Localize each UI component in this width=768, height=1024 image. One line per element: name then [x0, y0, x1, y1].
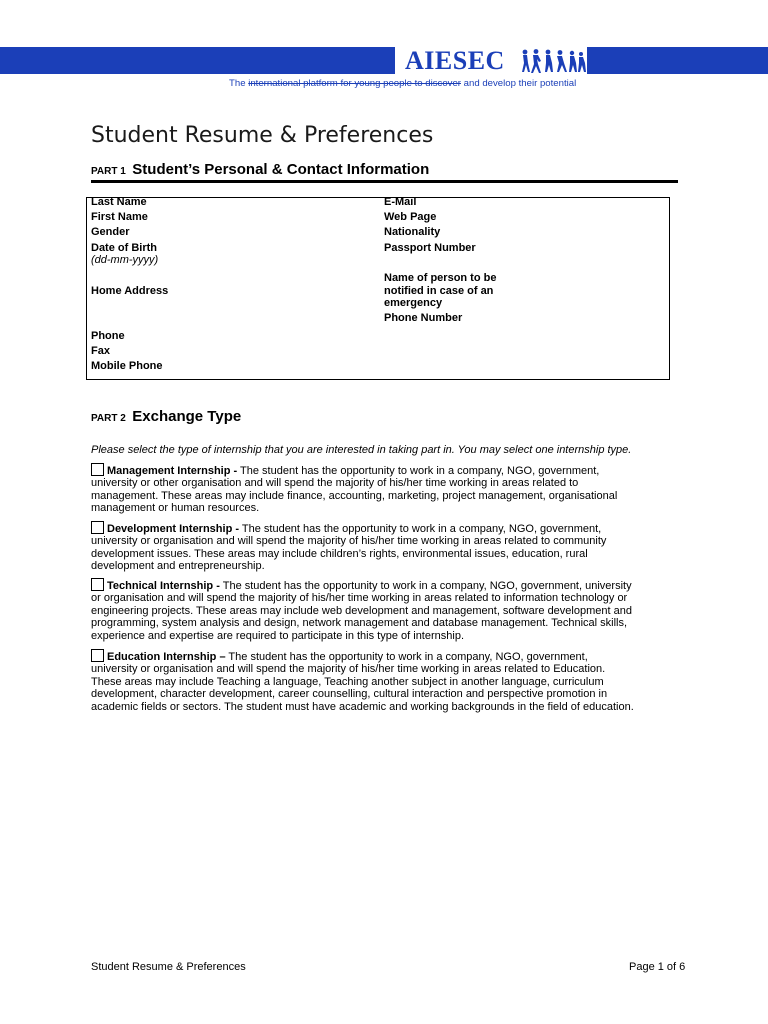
people-figures-icon [520, 48, 586, 74]
option-text-line: These areas may include Teaching a language, Teaching another subject in another language, curriculum [91, 675, 604, 688]
field-emergency-phone: Phone Number [384, 312, 463, 324]
contact-info-box [86, 197, 670, 380]
option-title: Education Internship – [107, 651, 226, 663]
development-internship-checkbox[interactable] [91, 521, 104, 534]
option-text-line: experience and expertise are required to participate in this type of internship. [91, 629, 464, 642]
education-internship-checkbox[interactable] [91, 649, 104, 662]
field-emergency-contact-line1: Name of person to be [384, 272, 497, 284]
option-text-line: or organisation and will spend the majority of his/her time working in areas related to information technology or [91, 592, 628, 605]
option-text-line: university or other organisation and will spend the majority of his/her time working in areas related to [91, 477, 579, 490]
option-text-line: university or organisation and will spend the majority of his/her time working in areas related to community [91, 535, 607, 548]
option-education-internship [91, 649, 676, 713]
option-text-line: management. These areas may include finance, accounting, marketing, project management, organisational [91, 489, 618, 502]
field-mobile-phone: Mobile Phone [91, 360, 163, 372]
part1-number: PART 1 [91, 166, 126, 177]
option-text: The student has the opportunity to work in a company, NGO, government, [239, 523, 602, 535]
option-text-line: management or human resources. [91, 502, 260, 515]
tagline-end: and develop their potential [461, 78, 577, 89]
management-internship-checkbox[interactable] [91, 463, 104, 476]
field-web-page: Web Page [384, 211, 437, 223]
header-banner [0, 47, 768, 74]
field-emergency-contact-line3: emergency [384, 297, 443, 309]
field-fax: Fax [91, 345, 110, 357]
option-development-internship [91, 521, 676, 573]
option-text-line: development issues. These areas may include children’s rights, environmental issues, education, rural [91, 547, 588, 560]
exchange-type-instructions: Please select the type of internship that you are interested in taking part in. You may select one internship type. [91, 444, 632, 456]
field-email: E-Mail [384, 196, 417, 208]
field-home-address: Home Address [91, 285, 169, 297]
part1-heading [91, 161, 429, 179]
option-title: Technical Internship - [107, 580, 220, 592]
technical-internship-checkbox[interactable] [91, 578, 104, 591]
footer-page-number: Page 1 of 6 [629, 961, 686, 973]
tagline-start: The [229, 78, 249, 89]
option-text-line: development and entrepreneurship. [91, 560, 265, 573]
option-title: Development Internship - [107, 523, 240, 535]
option-text: The student has the opportunity to work in a company, NGO, government, university [219, 580, 632, 592]
part1-name: Student’s Personal & Contact Information [132, 161, 430, 178]
option-title: Management Internship - [107, 465, 238, 477]
option-text-line: programming, system analysis and design, network management and database management. Technical skills, [91, 617, 628, 630]
field-emergency-contact-line2: notified in case of an [384, 285, 494, 297]
option-management-internship [91, 463, 676, 515]
option-text-line: engineering projects. These areas may include web development and management, software development and [91, 604, 632, 617]
option-text-line: development, character development, career counselling, cultural interaction and perspective promotion in [91, 688, 608, 701]
field-first-name: First Name [91, 211, 148, 223]
footer-document-title: Student Resume & Preferences [91, 961, 246, 973]
field-gender: Gender [91, 226, 130, 238]
field-passport-number: Passport Number [384, 242, 476, 254]
part2-name: Exchange Type [132, 408, 242, 425]
option-text: The student has the opportunity to work in a company, NGO, government, [225, 651, 588, 663]
field-phone: Phone [91, 330, 125, 342]
date-format-hint: (dd-mm-yyyy) [91, 254, 159, 266]
field-last-name: Last Name [91, 196, 147, 208]
option-text-line: academic fields or sectors. The student must have academic and working backgrounds in the field of education. [91, 700, 634, 713]
field-date-of-birth: Date of Birth [91, 242, 157, 254]
aiesec-logo: AIESEC [405, 46, 505, 75]
part2-heading [91, 408, 241, 426]
part2-number: PART 2 [91, 413, 126, 424]
tagline [229, 78, 576, 89]
tagline-strikethrough: international platform for young people to discover [248, 78, 461, 89]
option-text: The student has the opportunity to work in a company, NGO, government, [237, 465, 600, 477]
field-nationality: Nationality [384, 226, 441, 238]
page-title: Student Resume & Preferences [91, 123, 434, 148]
option-text-line: university or organisation and will spend the majority of his/her time working in areas related to Education. [91, 663, 606, 676]
option-technical-internship [91, 578, 676, 642]
part1-divider [91, 180, 678, 183]
